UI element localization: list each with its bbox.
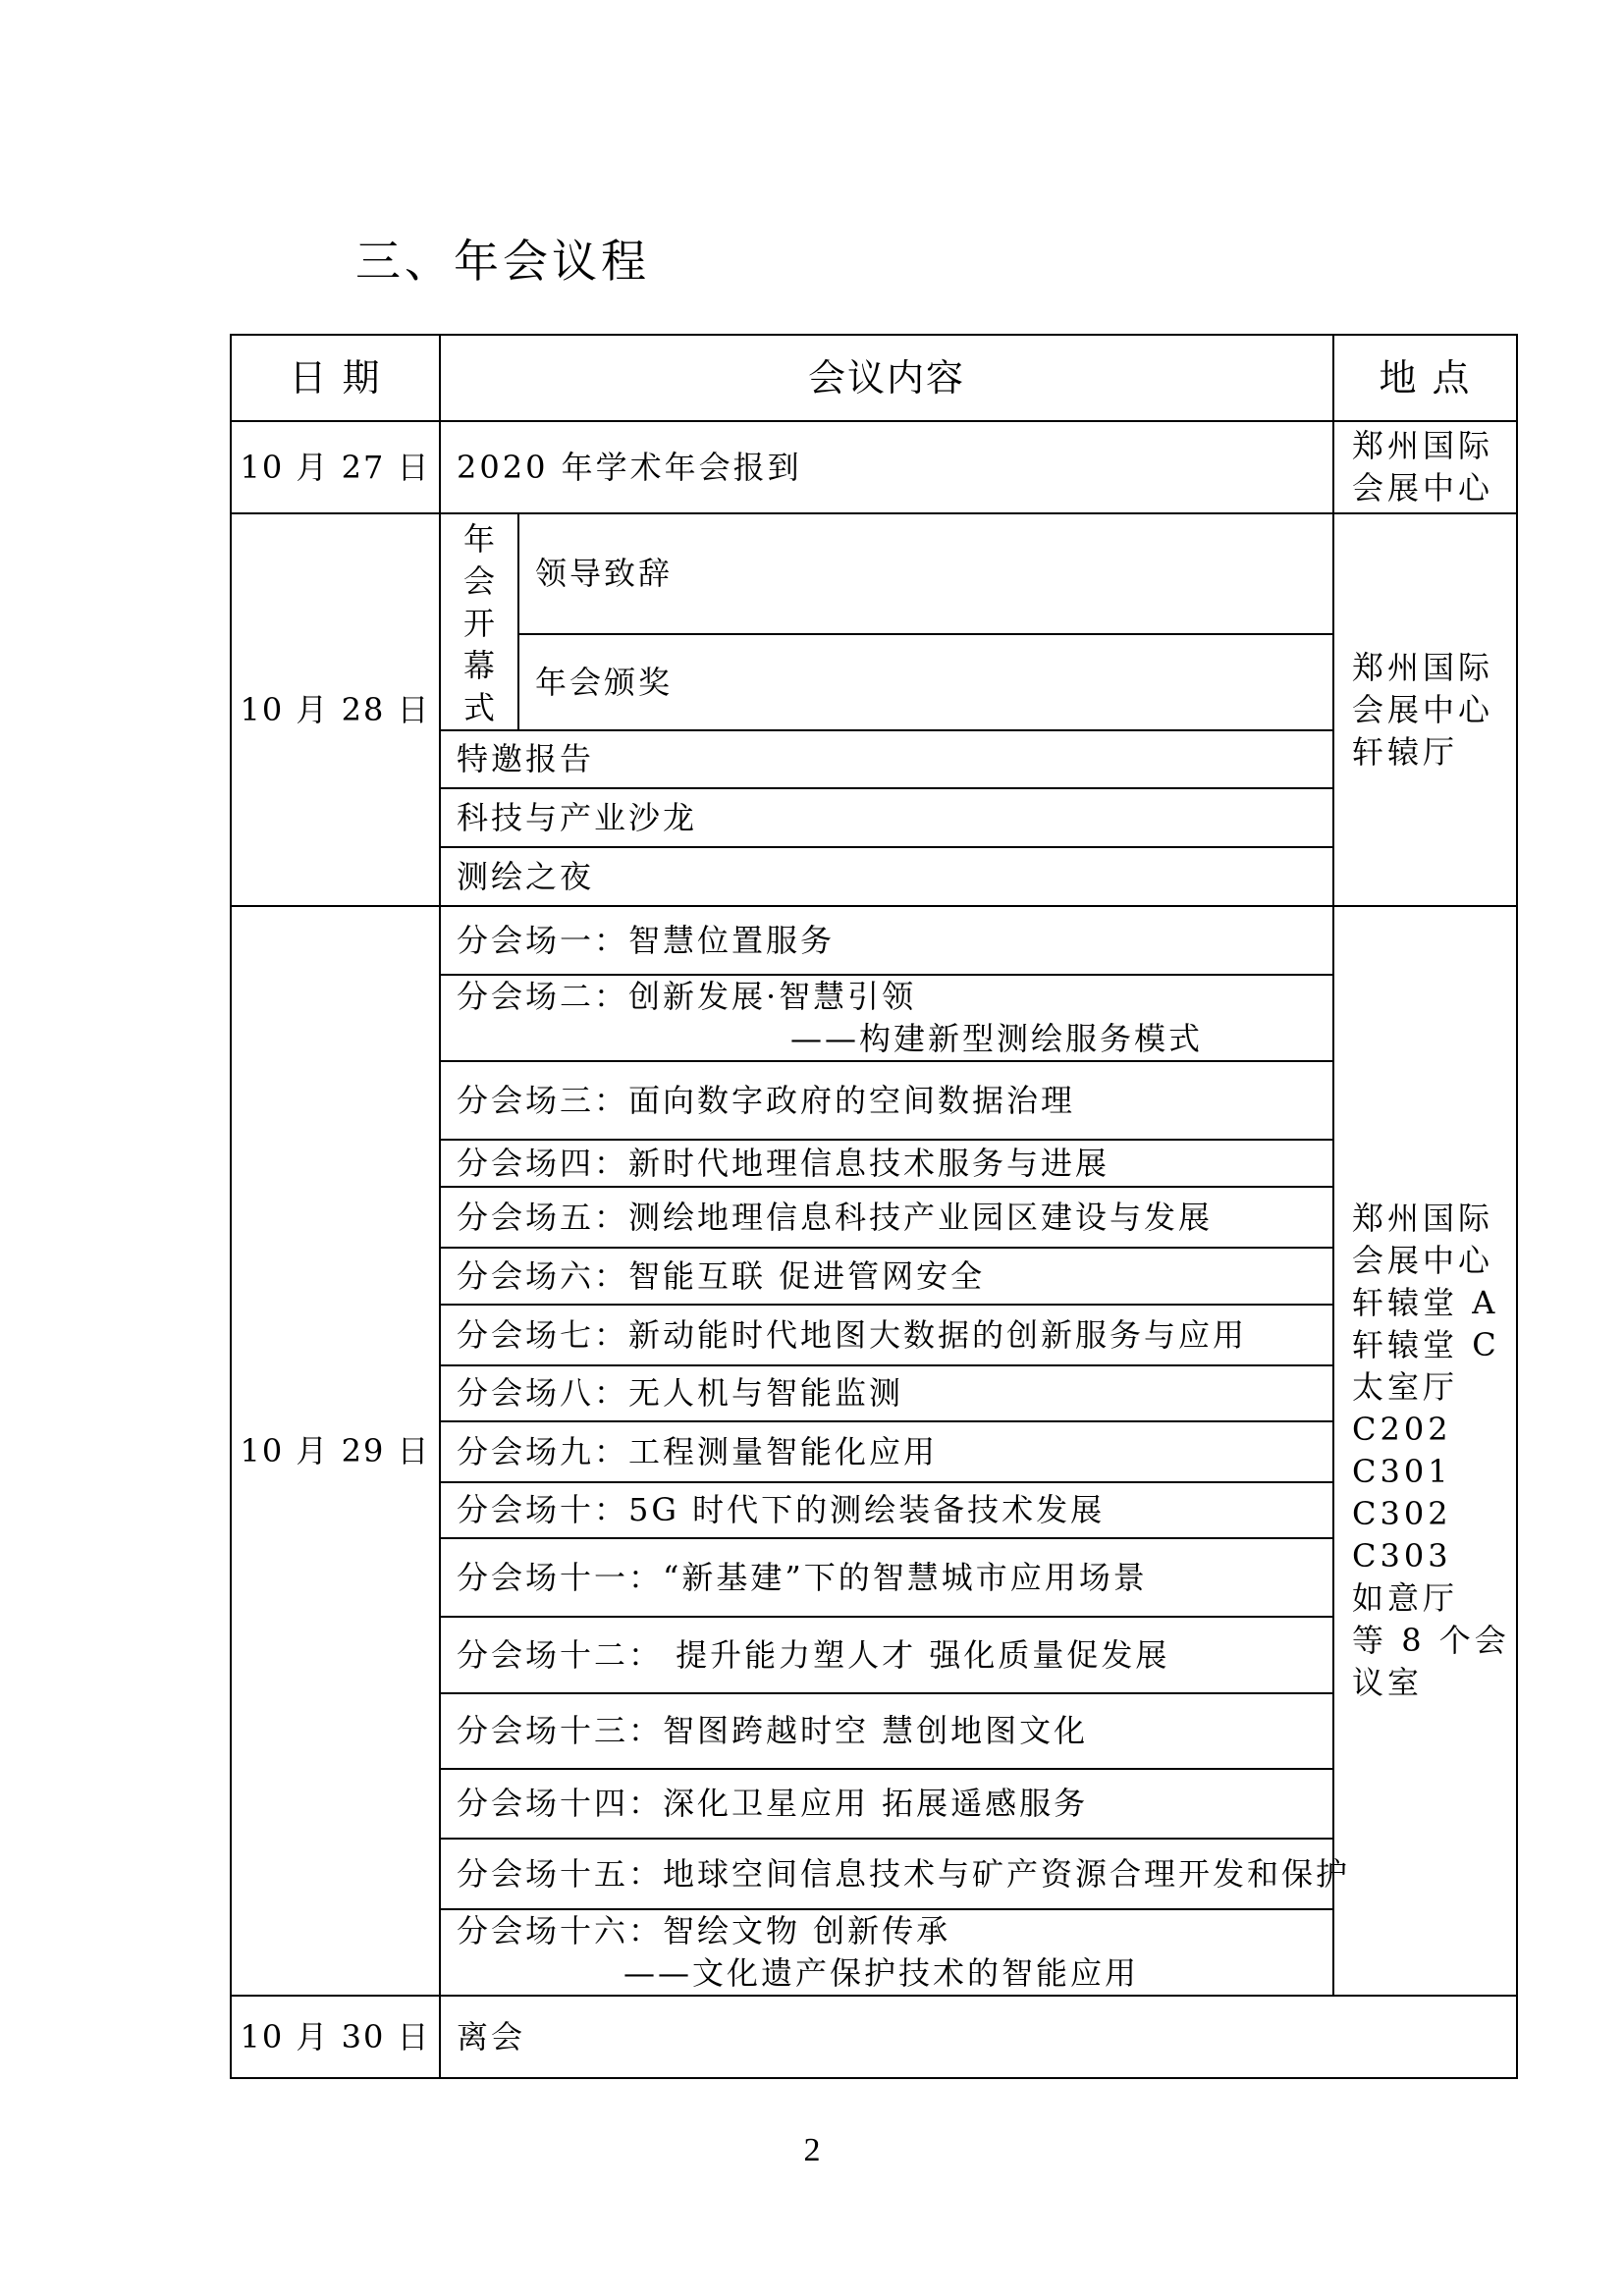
content-cell: 分会场十：5G 时代下的测绘装备技术发展 xyxy=(440,1482,1333,1538)
content-cell: 特邀报告 xyxy=(440,730,1333,788)
page-number: 2 xyxy=(803,2132,821,2168)
content-cell: 测绘之夜 xyxy=(440,847,1333,906)
date-cell: 10 月 30 日 xyxy=(231,1996,440,2078)
header-location: 地 点 xyxy=(1333,335,1517,421)
date-cell: 10 月 28 日 xyxy=(231,513,440,906)
content-cell: 分会场十一：“新基建”下的智慧城市应用场景 xyxy=(440,1538,1333,1617)
content-cell: 分会场八：无人机与智能监测 xyxy=(440,1365,1333,1421)
section-heading: 三、年会议程 xyxy=(355,235,650,288)
content-cell: 分会场十四：深化卫星应用 拓展遥感服务 xyxy=(440,1769,1333,1839)
table-header-row xyxy=(231,335,1517,421)
date-cell: 10 月 27 日 xyxy=(231,421,440,513)
content-cell: 分会场七：新动能时代地图大数据的创新服务与应用 xyxy=(440,1305,1333,1365)
location-cell: 郑州国际 会展中心 xyxy=(1333,421,1517,513)
header-date: 日 期 xyxy=(231,335,440,421)
content-cell: 年会颁奖 xyxy=(518,634,1333,730)
content-cell: 2020 年学术年会报到 xyxy=(440,421,1333,513)
location-cell: 郑州国际 会展中心 轩辕厅 xyxy=(1333,513,1517,906)
content-cell: 分会场十五：地球空间信息技术与矿产资源合理开发和保护 xyxy=(440,1839,1333,1909)
location-cell: 郑州国际 会展中心 轩辕堂 A 轩辕堂 C 太室厅 C202 C301 C302 C303 如意厅 等 8 个会 议室 xyxy=(1333,906,1517,1996)
table-row xyxy=(231,906,1517,975)
content-cell: 分会场三：面向数字政府的空间数据治理 xyxy=(440,1061,1333,1140)
content-cell: 分会场四：新时代地理信息技术服务与进展 xyxy=(440,1140,1333,1187)
content-cell: 分会场十二： 提升能力塑人才 强化质量促发展 xyxy=(440,1617,1333,1693)
content-cell: 分会场五：测绘地理信息科技产业园区建设与发展 xyxy=(440,1187,1333,1248)
content-cell: 科技与产业沙龙 xyxy=(440,788,1333,847)
content-cell: 分会场十三：智图跨越时空 慧创地图文化 xyxy=(440,1693,1333,1769)
date-cell: 10 月 29 日 xyxy=(231,906,440,1996)
content-cell: 分会场二：创新发展·智慧引领 ——构建新型测绘服务模式 xyxy=(440,975,1333,1061)
table-row xyxy=(231,513,1517,634)
content-cell: 离会 xyxy=(440,1996,1517,2078)
content-cell: 分会场一：智慧位置服务 xyxy=(440,906,1333,975)
content-cell: 分会场六：智能互联 促进管网安全 xyxy=(440,1248,1333,1305)
opening-ceremony-label: 年 会 开 幕 式 xyxy=(440,513,518,730)
content-cell: 领导致辞 xyxy=(518,513,1333,634)
content-cell: 分会场十六：智绘文物 创新传承 ——文化遗产保护技术的智能应用 xyxy=(440,1909,1333,1996)
agenda-table xyxy=(230,334,1518,2079)
header-content: 会议内容 xyxy=(440,335,1333,421)
content-cell: 分会场九：工程测量智能化应用 xyxy=(440,1421,1333,1482)
table-row xyxy=(231,1996,1517,2078)
table-row xyxy=(231,421,1517,513)
